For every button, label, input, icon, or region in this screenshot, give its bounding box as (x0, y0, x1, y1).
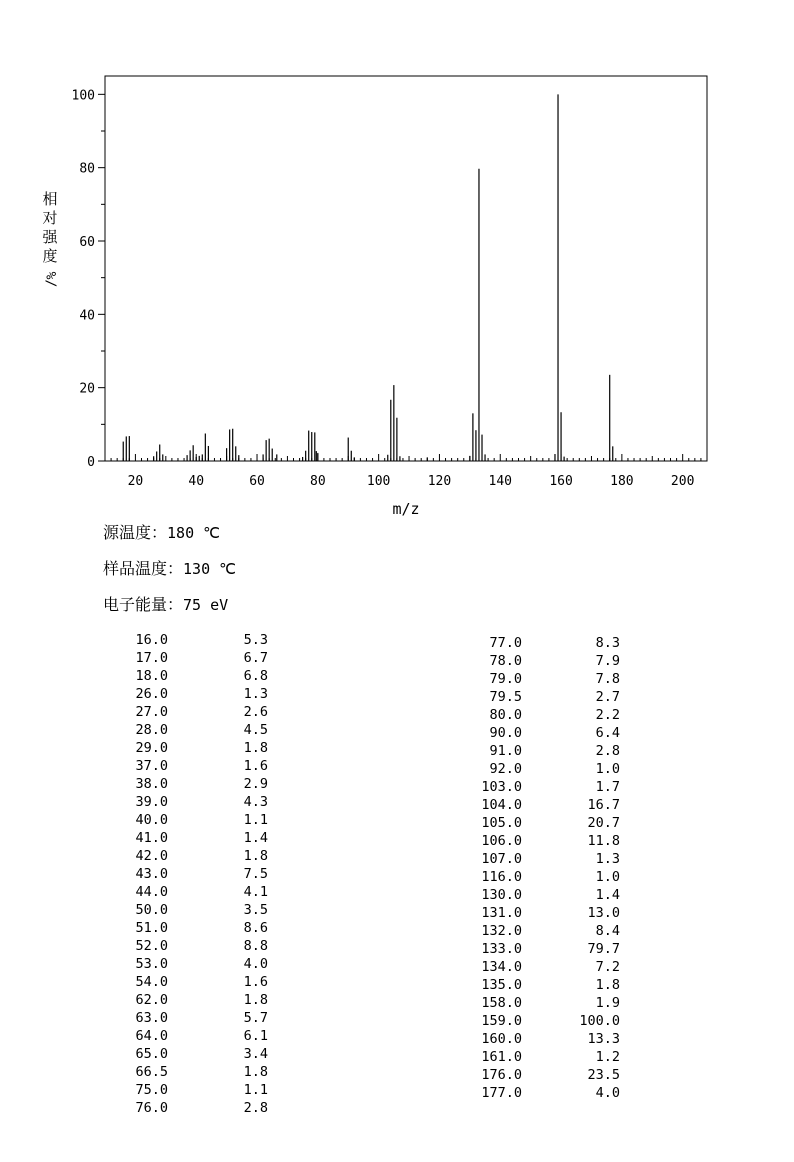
peak-table-row (460, 958, 622, 976)
peak-mz: 42.0 (135, 848, 168, 864)
y-axis-label-char: 度 (42, 247, 58, 265)
peak-table-row (110, 703, 270, 721)
peak-table-row (110, 1099, 270, 1117)
peak-mz: 41.0 (135, 830, 168, 846)
peak-mz: 107.0 (481, 851, 522, 867)
peak-intensity: 3.5 (243, 902, 268, 918)
peak-table-row (110, 631, 270, 649)
peak-intensity: 5.7 (243, 1010, 268, 1026)
peak-mz: 62.0 (135, 992, 168, 1008)
x-tick-label: 160 (549, 474, 573, 489)
peak-table-row (460, 1066, 622, 1084)
peak-intensity: 23.5 (587, 1067, 620, 1083)
peak-intensity: 4.3 (243, 794, 268, 810)
peak-mz: 135.0 (481, 977, 522, 993)
peak-table-row (460, 1084, 622, 1102)
peak-intensity: 6.4 (595, 725, 620, 741)
peak-mz: 17.0 (135, 650, 168, 666)
peak-table-row (110, 901, 270, 919)
peak-intensity: 1.6 (243, 974, 268, 990)
peak-table-row (460, 868, 622, 886)
peak-mz: 28.0 (135, 722, 168, 738)
peak-mz: 51.0 (135, 920, 168, 936)
peak-table-row (110, 937, 270, 955)
spectrum-peaks (123, 94, 613, 461)
peak-table-row (110, 919, 270, 937)
peak-mz: 159.0 (481, 1013, 522, 1029)
peak-mz: 103.0 (481, 779, 522, 795)
peak-mz: 134.0 (481, 959, 522, 975)
peak-table-row (110, 685, 270, 703)
peak-intensity: 1.4 (243, 830, 268, 846)
peak-mz: 177.0 (481, 1085, 522, 1101)
peak-intensity: 8.6 (243, 920, 268, 936)
peak-mz: 132.0 (481, 923, 522, 939)
peak-mz: 27.0 (135, 704, 168, 720)
source-temperature-label: 源温度： (103, 523, 168, 542)
peak-table-row (460, 634, 622, 652)
x-tick-label: 140 (488, 474, 512, 489)
peak-intensity: 2.6 (243, 704, 268, 720)
peak-mz: 76.0 (135, 1100, 168, 1116)
peak-mz: 65.0 (135, 1046, 168, 1062)
peak-mz: 38.0 (135, 776, 168, 792)
peak-intensity: 1.7 (595, 779, 620, 795)
peak-table-left (110, 631, 270, 1117)
peak-intensity: 6.1 (243, 1028, 268, 1044)
peak-mz: 39.0 (135, 794, 168, 810)
peak-mz: 106.0 (481, 833, 522, 849)
peak-table-row (460, 994, 622, 1012)
peak-mz: 105.0 (481, 815, 522, 831)
peak-mz: 92.0 (489, 761, 522, 777)
peak-intensity: 8.8 (243, 938, 268, 954)
peak-mz: 52.0 (135, 938, 168, 954)
y-tick-label: 0 (87, 455, 95, 470)
peak-mz: 44.0 (135, 884, 168, 900)
peak-table-row (110, 1027, 270, 1045)
peak-mz: 54.0 (135, 974, 168, 990)
peak-mz: 78.0 (489, 653, 522, 669)
peak-mz: 104.0 (481, 797, 522, 813)
source-temperature (103, 520, 220, 543)
x-tick-label: 80 (310, 474, 326, 489)
peak-intensity: 100.0 (579, 1013, 620, 1029)
y-axis-ticks (72, 88, 105, 470)
peak-intensity: 1.0 (595, 869, 620, 885)
peak-mz: 26.0 (135, 686, 168, 702)
peak-intensity: 1.1 (243, 1082, 268, 1098)
peak-table-row (460, 940, 622, 958)
peak-mz: 29.0 (135, 740, 168, 756)
peak-mz: 77.0 (489, 635, 522, 651)
peak-intensity: 1.8 (243, 992, 268, 1008)
peak-mz: 63.0 (135, 1010, 168, 1026)
peak-intensity: 5.3 (243, 632, 268, 648)
peak-intensity: 4.0 (595, 1085, 620, 1101)
peak-intensity: 1.0 (595, 761, 620, 777)
peak-table-right (460, 634, 622, 1102)
peak-table-row (460, 904, 622, 922)
peak-intensity: 11.8 (587, 833, 620, 849)
peak-mz: 40.0 (135, 812, 168, 828)
peak-table-row (110, 1009, 270, 1027)
peak-mz: 66.5 (135, 1064, 168, 1080)
peak-intensity: 20.7 (587, 815, 620, 831)
peak-mz: 131.0 (481, 905, 522, 921)
peak-table-row (460, 688, 622, 706)
peak-table-row (460, 832, 622, 850)
peak-intensity: 1.3 (595, 851, 620, 867)
peak-table-row (460, 724, 622, 742)
peak-intensity: 7.2 (595, 959, 620, 975)
y-axis-label-char: 相 (42, 190, 58, 208)
peak-table-row (110, 721, 270, 739)
peak-table-row (460, 760, 622, 778)
y-tick-label: 60 (79, 235, 95, 250)
peak-mz: 16.0 (135, 632, 168, 648)
peak-table-row (460, 706, 622, 724)
peak-table-row (460, 742, 622, 760)
peak-table-row (110, 649, 270, 667)
peak-intensity: 1.6 (243, 758, 268, 774)
peak-intensity: 1.2 (595, 1049, 620, 1065)
peak-intensity: 1.8 (243, 848, 268, 864)
mass-spectrum-chart (0, 0, 794, 520)
x-tick-label: 200 (670, 474, 695, 489)
y-tick-label: 40 (79, 308, 95, 324)
peak-intensity: 2.8 (243, 1100, 268, 1116)
peak-intensity: 1.4 (595, 887, 620, 903)
peak-table-row (460, 778, 622, 796)
peak-intensity: 8.4 (595, 923, 620, 939)
peak-intensity: 6.8 (243, 668, 268, 684)
peak-intensity: 4.1 (243, 884, 268, 900)
peak-mz: 161.0 (481, 1049, 522, 1065)
electron-energy-label: 电子能量： (103, 595, 184, 614)
peak-mz: 116.0 (481, 869, 522, 885)
y-tick-label: 100 (71, 88, 95, 104)
peak-mz: 53.0 (135, 956, 168, 972)
peak-intensity: 4.5 (243, 722, 268, 738)
peak-table-row (460, 814, 622, 832)
peak-mz: 18.0 (135, 668, 168, 684)
peak-mz: 160.0 (481, 1031, 522, 1047)
peak-mz: 158.0 (481, 995, 522, 1011)
y-tick-label: 20 (79, 381, 95, 397)
peak-mz: 43.0 (135, 866, 168, 882)
peak-table-row (110, 739, 270, 757)
peak-table-row (110, 1081, 270, 1099)
x-tick-label: 60 (249, 474, 265, 489)
peak-intensity: 1.9 (595, 995, 620, 1011)
peak-mz: 37.0 (135, 758, 168, 774)
peak-intensity: 13.0 (587, 905, 620, 921)
peak-table-row (110, 847, 270, 865)
x-axis-label: m/z (392, 500, 420, 518)
peak-table-row (110, 829, 270, 847)
peak-intensity: 16.7 (587, 797, 620, 813)
sample-temperature-value: 130 ℃ (183, 560, 236, 578)
peak-table-row (110, 667, 270, 685)
peak-table-row (460, 922, 622, 940)
x-tick-label: 20 (127, 474, 144, 489)
peak-mz: 176.0 (481, 1067, 522, 1083)
plot-frame (105, 76, 707, 461)
peak-table-row (460, 652, 622, 670)
peak-intensity: 1.8 (243, 1064, 268, 1080)
peak-mz: 79.5 (489, 689, 522, 705)
peak-mz: 130.0 (481, 887, 522, 903)
peak-table-row (460, 1012, 622, 1030)
peak-table-row (110, 811, 270, 829)
y-axis-label-char: 强 (42, 228, 58, 246)
peak-intensity: 79.7 (587, 941, 620, 957)
peak-intensity: 2.7 (595, 689, 620, 705)
electron-energy (103, 592, 228, 615)
x-tick-label: 120 (427, 474, 452, 489)
peak-mz: 75.0 (135, 1082, 168, 1098)
peak-table-row (110, 775, 270, 793)
peak-intensity: 7.5 (243, 866, 268, 882)
y-axis-label (40, 190, 60, 289)
peak-mz: 80.0 (489, 707, 522, 723)
peak-table-row (110, 793, 270, 811)
peak-table-row (110, 955, 270, 973)
x-tick-label: 100 (366, 474, 391, 489)
peak-table-row (460, 796, 622, 814)
peak-intensity: 3.4 (243, 1046, 268, 1062)
peak-intensity: 1.1 (243, 812, 268, 828)
peak-table-row (110, 973, 270, 991)
peak-intensity: 2.8 (595, 743, 620, 759)
peak-intensity: 1.8 (243, 740, 268, 756)
peak-table-row (110, 1063, 270, 1081)
peak-intensity: 4.0 (243, 956, 268, 972)
peak-table-row (110, 883, 270, 901)
peak-table-row (110, 757, 270, 775)
peak-mz: 133.0 (481, 941, 522, 957)
source-temperature-value: 180 ℃ (167, 524, 220, 542)
peak-table-row (460, 1030, 622, 1048)
peak-mz: 91.0 (489, 743, 522, 759)
peak-intensity: 8.3 (595, 635, 620, 651)
y-axis-unit: %/ (42, 271, 58, 288)
sample-temperature-label: 样品温度： (103, 559, 184, 578)
peak-table-row (460, 886, 622, 904)
sample-temperature (103, 556, 236, 579)
electron-energy-value: 75 eV (183, 596, 229, 614)
peak-intensity: 1.3 (243, 686, 268, 702)
peak-intensity: 2.2 (595, 707, 620, 723)
peak-intensity: 6.7 (243, 650, 268, 666)
peak-mz: 90.0 (489, 725, 522, 741)
x-tick-label: 40 (188, 474, 205, 489)
peak-mz: 79.0 (489, 671, 522, 687)
x-tick-label: 180 (610, 474, 634, 489)
peak-intensity: 2.9 (243, 776, 268, 792)
peak-intensity: 7.9 (595, 653, 620, 669)
peak-table-row (460, 1048, 622, 1066)
y-axis-label-char: 对 (42, 209, 58, 227)
y-tick-label: 80 (79, 161, 95, 177)
peak-table-row (110, 865, 270, 883)
peak-mz: 64.0 (135, 1028, 168, 1044)
peak-table-row (460, 976, 622, 994)
peak-table-row (460, 850, 622, 868)
peak-table-row (110, 991, 270, 1009)
peak-table-row (460, 670, 622, 688)
peak-mz: 50.0 (135, 902, 168, 918)
peak-intensity: 13.3 (587, 1031, 620, 1047)
peak-intensity: 1.8 (595, 977, 620, 993)
peak-table-row (110, 1045, 270, 1063)
peak-intensity: 7.8 (595, 671, 620, 687)
